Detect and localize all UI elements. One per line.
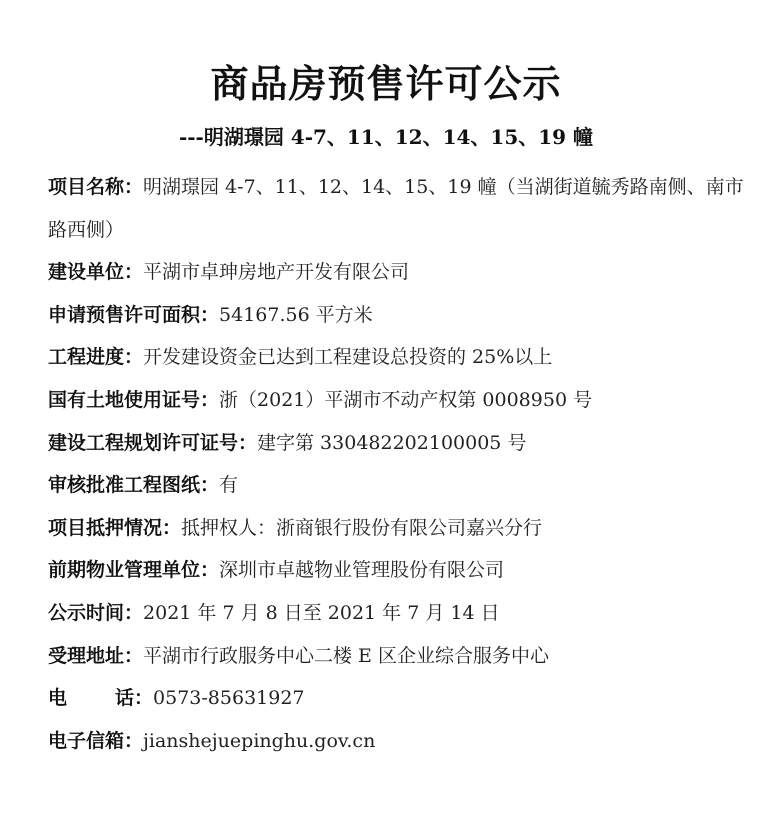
field-address	[48, 635, 748, 678]
field-label: 受理地址：	[48, 644, 144, 667]
field-label: 项目抵押情况：	[48, 516, 182, 539]
field-value: 浙（2021）平湖市不动产权第 0008950 号	[219, 388, 593, 411]
field-label-part: 电	[48, 687, 68, 710]
field-value: 0573-85631927	[153, 687, 305, 710]
field-label: 审核批准工程图纸：	[48, 474, 220, 497]
field-value: jianshejuepinghu.gov.cn	[143, 729, 376, 752]
field-value: 抵押权人：浙商银行股份有限公司嘉兴分行	[181, 516, 543, 539]
field-label: 前期物业管理单位：	[48, 559, 220, 582]
field-land-certificate	[48, 379, 748, 422]
field-publicity-period	[48, 592, 748, 635]
field-value: 明湖璟园 4-7、11、12、14、15、19 幢（当湖街道毓秀路南侧、南市路西侧）	[48, 176, 744, 241]
field-label: 申请预售许可面积：	[48, 303, 220, 326]
field-label: 公示时间：	[48, 601, 144, 624]
field-value: 开发建设资金已达到工程建设总投资的 25%以上	[143, 346, 553, 369]
document-subtitle: ---明湖璟园 4-7、11、12、14、15、19 幢	[178, 125, 594, 149]
field-value: 2021 年 7 月 8 日至 2021 年 7 月 14 日	[143, 601, 500, 624]
field-label-part: 话：	[115, 687, 154, 710]
field-drawings-approved	[48, 464, 748, 507]
field-phone	[48, 677, 748, 720]
field-planning-permit	[48, 422, 748, 465]
field-label	[48, 687, 153, 709]
field-mortgage	[48, 507, 748, 550]
field-label: 建设单位：	[48, 261, 144, 284]
field-value: 建字第 330482202100005 号	[257, 431, 527, 454]
field-label: 国有土地使用证号：	[48, 388, 220, 411]
field-label: 电子信箱：	[48, 729, 144, 752]
field-email	[48, 720, 748, 763]
field-value: 平湖市行政服务中心二楼 E 区企业综合服务中心	[143, 644, 549, 667]
field-developer	[48, 251, 748, 294]
document-title: 商品房预售许可公示	[210, 62, 562, 106]
field-label: 工程进度：	[48, 346, 144, 369]
field-value: 平湖市卓珅房地产开发有限公司	[143, 261, 410, 284]
field-value: 54167.56 平方米	[219, 303, 373, 326]
field-list	[48, 166, 748, 762]
field-project-name	[48, 166, 748, 251]
field-property-management	[48, 549, 748, 592]
field-value: 有	[219, 474, 239, 497]
field-label: 项目名称：	[48, 176, 144, 198]
field-value: 深圳市卓越物业管理股份有限公司	[219, 559, 505, 582]
field-presale-area	[48, 294, 748, 337]
field-label: 建设工程规划许可证号：	[48, 431, 258, 454]
field-progress	[48, 336, 748, 379]
